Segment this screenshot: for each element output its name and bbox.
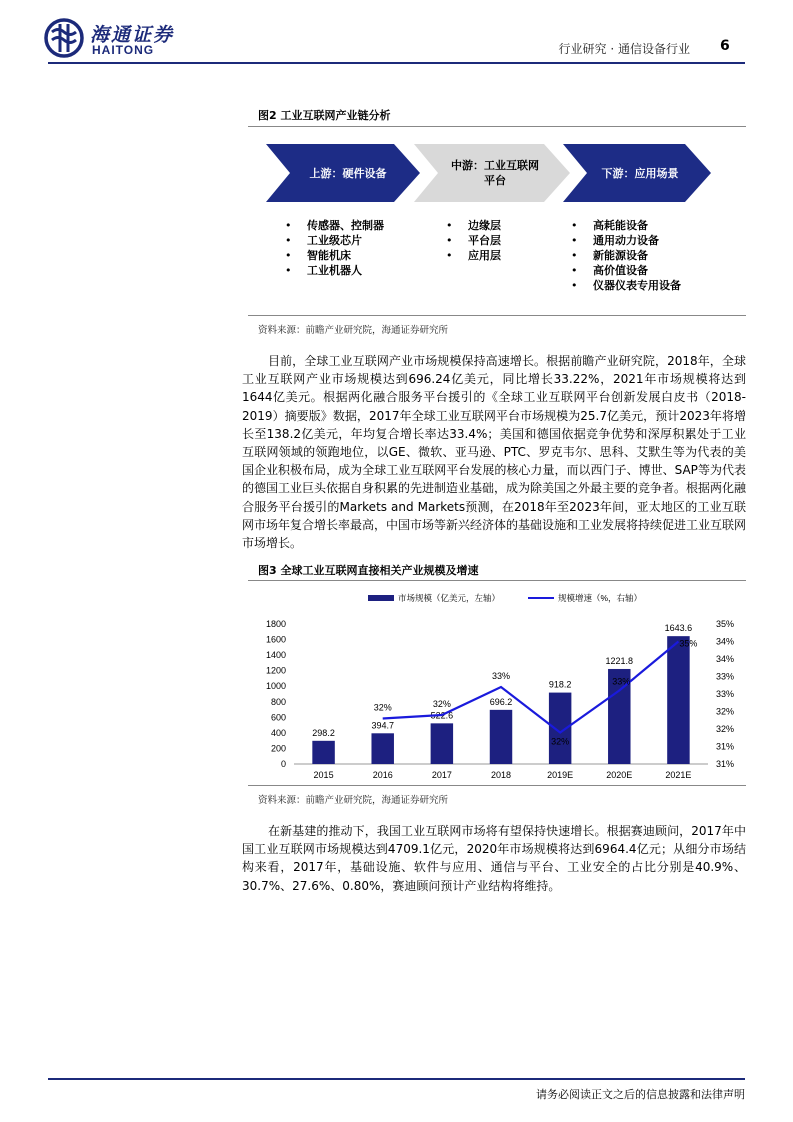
- bar: [312, 741, 334, 764]
- line-value-label: 33%: [612, 676, 631, 687]
- chart-line-labels: [374, 639, 698, 747]
- bar-value-label: 918.2: [548, 679, 572, 690]
- bar-value-label: 696.2: [489, 696, 513, 707]
- figure3-bottom-rule: [248, 785, 746, 786]
- legend-line-label: 规模增速（%，右轴）: [558, 593, 643, 603]
- bar-value-label: 522.6: [430, 710, 454, 721]
- list-item: • 传感器、控制器: [285, 218, 384, 233]
- y-left-tick-label: 1400: [265, 650, 286, 661]
- x-tick-label: 2017: [431, 770, 452, 780]
- list-item: • 应用层: [446, 248, 501, 263]
- line-value-label: 32%: [432, 699, 451, 709]
- figure2-title: 图2 工业互联网产业链分析: [258, 109, 391, 122]
- y-left-tick-label: 1200: [265, 665, 286, 676]
- paragraph-text: 目前，全球工业互联网产业市场规模保持高速增长。根据前瞻产业研究院，2018年，全球工业互联网产业市场规模达到696.24亿美元，同比增长33.22%，2021年市场规模将达到1644亿美元。根据两化融合服务平台援引的《全球工业互联网平台创新发展白皮书（2018-2019）摘要版》数据，2017年全球工业互联网平台市场规模为25.7亿美元，预计2023年将增长至138.2亿美元，年均复合增长率达33.4%；美国和德国依据竞争优势和深厚积累处于工业互联网领域的领跑地位，以GE、微软、亚马逊、PTC、罗克韦尔、思科、艾默生等为代表的美国企业积极布局，成为全球工业互联网平台发展的核心力量，而以西门子、博世、SAP等为代表的德国工业巨头依据自身积累的先进制造业基础，成为除美国之外最主要的竞争者。根据两化融合服务平台援引的Markets and Markets预测，在2018年至2023年间，亚太地区的工业互联网市场年复合增长率最高，中国市场等新兴经济体的基础设施和工业发展将持续促进工业互联网市场增长。: [242, 354, 747, 551]
- bar: [667, 636, 689, 764]
- bar-value-label: 1221.8: [605, 655, 634, 666]
- brand-name-en: HAITONG: [92, 43, 155, 57]
- midstream-label: [414, 144, 570, 202]
- list-item: • 通用动力设备: [571, 233, 681, 248]
- y-left-tick-label: 800: [270, 696, 286, 707]
- bar: [549, 693, 571, 764]
- bar-value-label: 1643.6: [664, 623, 693, 634]
- chart-legend: [368, 593, 642, 604]
- upstream-label: 上游：硬件设备: [309, 166, 387, 180]
- figure2-top-rule: [248, 126, 746, 127]
- bar-value-label: 394.7: [371, 720, 394, 731]
- y-right-tick-label: 34%: [716, 636, 735, 647]
- legend-swatch-bar: [368, 595, 394, 601]
- y-right-tick-label: 33%: [716, 689, 735, 699]
- list-item: • 仪器仪表专用设备: [571, 278, 681, 293]
- footer-disclaimer: 请务必阅读正文之后的信息披露和法律声明: [536, 1088, 745, 1101]
- y-right-tick-label: 33%: [716, 671, 735, 682]
- bar: [431, 723, 453, 764]
- figure3-source: 资料来源：前瞻产业研究院，海通证券研究所: [258, 795, 449, 806]
- x-tick-label: 2018: [490, 770, 512, 780]
- list-item: • 边缘层: [446, 218, 501, 233]
- bar-value-label: 298.2: [312, 727, 335, 738]
- line-value-label: 32%: [373, 702, 392, 713]
- list-item: • 工业机器人: [285, 263, 384, 278]
- legend-bar-label: 市场规模（亿美元，左轴）: [398, 593, 501, 603]
- y-left-tick-label: 1800: [265, 619, 286, 629]
- downstream-label: 下游：应用场景: [601, 166, 679, 180]
- bar: [371, 733, 393, 764]
- line-value-label: 32%: [551, 736, 570, 747]
- y-left-tick-label: 1000: [265, 681, 286, 692]
- chart-x-labels: [314, 770, 692, 780]
- figure3-top-rule: [248, 580, 746, 581]
- growth-line-path: [383, 642, 679, 733]
- y-right-tick-label: 34%: [716, 654, 735, 664]
- line-value-label: 35%: [679, 638, 698, 649]
- company-logo: [44, 18, 184, 58]
- y-left-tick-label: 1600: [265, 634, 286, 645]
- figure2-source: 资料来源：前瞻产业研究院，海通证券研究所: [258, 325, 449, 336]
- body-paragraph-1: [242, 352, 746, 552]
- x-tick-label: 2020E: [606, 770, 633, 780]
- y-left-tick-label: 0: [280, 759, 286, 769]
- downstream-arrow: [563, 144, 711, 202]
- y-left-tick-label: 400: [270, 727, 286, 738]
- y-right-tick-label: 31%: [716, 759, 735, 769]
- paragraph-text: 在新基建的推动下，我国工业互联网市场将有望保持快速增长。根据赛迪顾问，2017年中国工业互联网市场规模达到4709.1亿元，2020年市场规模将达到6964.4亿元；从细分市场结构来看，2017年，基础设施、软件与应用、通信与平台、工业安全的占比分别是40.9%、30.7%、27.6%、0.80%，赛迪顾问预计产业结构将维持。: [242, 824, 746, 893]
- midstream-list: [446, 218, 501, 263]
- midstream-arrow: [414, 144, 570, 202]
- figure2-bottom-rule: [248, 315, 746, 316]
- x-tick-label: 2021E: [665, 770, 692, 780]
- upstream-arrow: [266, 144, 420, 202]
- footer-rule: [48, 1078, 745, 1080]
- y-right-tick-label: 35%: [716, 619, 735, 629]
- list-item: • 新能源设备: [571, 248, 681, 263]
- list-item: • 智能机床: [285, 248, 384, 263]
- chart-growth-line: [383, 642, 679, 733]
- y-left-tick-label: 200: [270, 743, 286, 754]
- logo-emblem-icon: [44, 18, 84, 58]
- y-left-tick-label: 600: [270, 712, 286, 723]
- x-tick-label: 2015: [313, 770, 334, 780]
- upstream-list: [285, 218, 384, 278]
- brand-name-cn: 海通证券: [90, 24, 175, 46]
- report-section: 行业研究 · 通信设备行业: [558, 42, 690, 56]
- list-item: • 平台层: [446, 233, 501, 248]
- line-value-label: 33%: [491, 671, 511, 681]
- y-right-tick-label: 32%: [716, 706, 735, 717]
- figure3-title: 图3 全球工业互联网直接相关产业规模及增速: [258, 564, 479, 577]
- x-tick-label: 2016: [372, 770, 393, 780]
- midstream-label-line1: 中游：工业互联网: [451, 159, 539, 172]
- list-item: • 工业级芯片: [285, 233, 384, 248]
- downstream-list: [571, 218, 681, 293]
- body-paragraph-2: [242, 822, 746, 895]
- bar: [490, 710, 512, 764]
- y-right-tick-label: 31%: [716, 741, 735, 752]
- x-tick-label: 2019E: [547, 770, 574, 780]
- y-right-tick-label: 32%: [716, 724, 735, 734]
- header-rule: [48, 62, 745, 64]
- market-size-chart: [248, 586, 746, 786]
- midstream-label-line2: 平台: [484, 174, 506, 187]
- list-item: • 高耗能设备: [571, 218, 681, 233]
- list-item: • 高价值设备: [571, 263, 681, 278]
- page-number: 6: [720, 38, 730, 54]
